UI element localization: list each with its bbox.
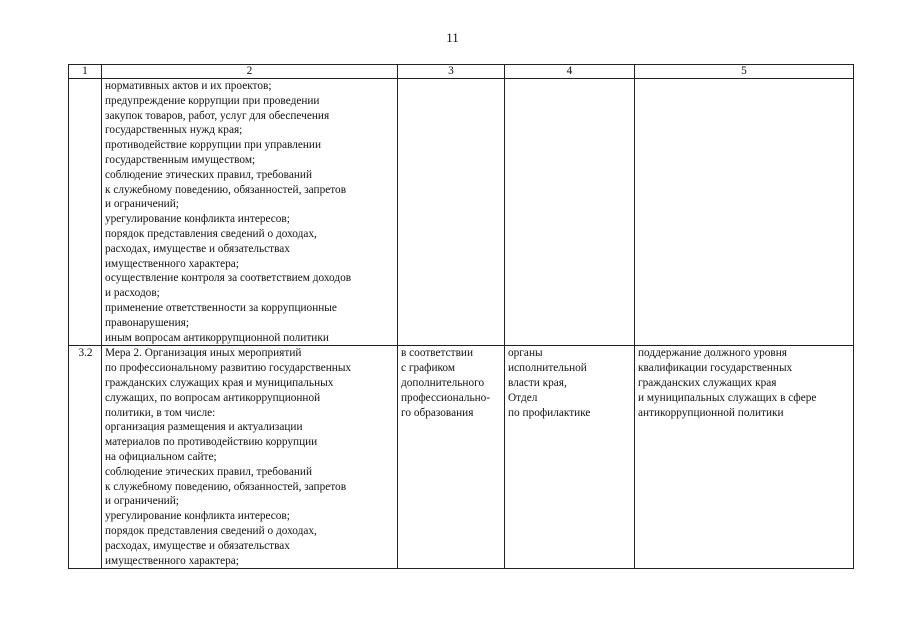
expected-result-cell bbox=[635, 79, 854, 346]
deadline-cell bbox=[398, 79, 505, 346]
column-header-5: 5 bbox=[635, 65, 854, 79]
table-row bbox=[69, 346, 854, 569]
responsible-cell bbox=[505, 79, 635, 346]
column-header-1: 1 bbox=[69, 65, 102, 79]
measure-description-cell: нормативных актов и их проектов; предупреждение коррупции при проведении закупок товаров, работ, услуг для обеспечения государственных нужд края; противодействие коррупции при управлении государственным имуществом; соблюдение этических правил, требований к служебному поведению, обязанностей, запретов и ограничений; урегулирование конфликта интересов; порядок представления сведений о доходах, расходах, имуществе и обязательствах имущественного характера; осуществление контроля за соответствием доходов и расходов; применение ответственности за коррупционные правонарушения; иным вопросам антикоррупционной политики bbox=[102, 79, 398, 346]
deadline-cell: в соответствии с графиком дополнительного профессионально- го образования bbox=[398, 346, 505, 569]
table-header-row bbox=[69, 65, 854, 79]
table-row bbox=[69, 79, 854, 346]
row-number-cell bbox=[69, 79, 102, 346]
column-header-3: 3 bbox=[398, 65, 505, 79]
measure-description-cell: Мера 2. Организация иных мероприятий по профессиональному развитию государственных гражданских служащих края и муниципальных служащих, по вопросам антикоррупционной политики, в том числе: организация размещения и актуализации материалов по противодействию коррупции на официальном сайте; соблюдение этических правил, требований к служебному поведению, обязанностей, запретов и ограничений; урегулирование конфликта интересов; порядок представления сведений о доходах, расходах, имуществе и обязательствах имущественного характера; bbox=[102, 346, 398, 569]
column-header-2: 2 bbox=[102, 65, 398, 79]
column-header-4: 4 bbox=[505, 65, 635, 79]
measures-table bbox=[68, 64, 854, 569]
page-number: 11 bbox=[446, 30, 459, 45]
expected-result-cell: поддержание должного уровня квалификации государственных гражданских служащих края и муниципальных служащих в сфере антикоррупционной политики bbox=[635, 346, 854, 569]
row-number-cell: 3.2 bbox=[69, 346, 102, 569]
responsible-cell: органы исполнительной власти края, Отдел по профилактике bbox=[505, 346, 635, 569]
